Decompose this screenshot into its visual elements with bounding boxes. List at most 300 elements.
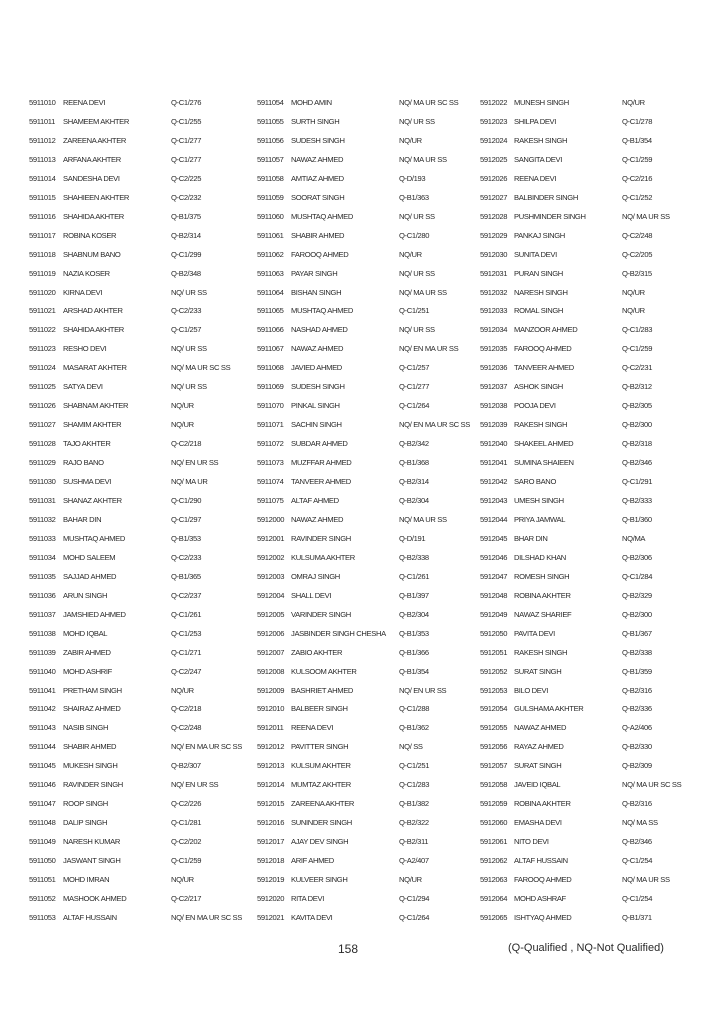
result-row <box>257 643 479 662</box>
result-row <box>29 226 251 245</box>
roll-number: 5911048 <box>29 818 56 828</box>
result-status: NQ/UR <box>171 875 194 885</box>
candidate-name: MOHD IMRAN <box>63 875 110 885</box>
roll-number: 5912037 <box>480 382 508 392</box>
roll-number: 5912064 <box>480 894 508 903</box>
candidate-name: SANGITA DEVI <box>514 154 562 164</box>
roll-number: 5911013 <box>29 154 56 164</box>
result-row <box>257 377 479 396</box>
candidate-name: JAVIED AHMED <box>291 363 342 373</box>
result-row <box>480 662 692 681</box>
result-status: NQ/UR <box>171 685 194 695</box>
roll-number: 5911051 <box>29 875 56 885</box>
roll-number: 5911055 <box>257 116 284 126</box>
result-row <box>480 93 692 112</box>
roll-number: 5911024 <box>29 363 56 373</box>
result-row <box>257 396 479 415</box>
roll-number: 5911069 <box>257 382 284 392</box>
candidate-name: SURTH SINGH <box>291 116 340 126</box>
roll-number: 5911030 <box>29 477 56 487</box>
roll-number: 5911036 <box>29 590 56 600</box>
result-row <box>257 358 479 377</box>
result-row <box>257 624 479 643</box>
candidate-name: SOORAT SINGH <box>291 192 345 202</box>
roll-number: 5911066 <box>257 325 284 335</box>
candidate-name: MUMTAZ AKHTER <box>291 780 351 790</box>
result-status: NQ/ EN UR SS <box>171 458 219 468</box>
result-status: NQ/ EN MA UR SC SS <box>171 742 242 752</box>
result-status: NQ/ UR SS <box>171 344 207 354</box>
result-row <box>29 586 251 605</box>
result-row <box>29 681 251 700</box>
roll-number: 5912040 <box>480 439 508 449</box>
result-status: Q-C1/297 <box>171 514 202 524</box>
roll-number: 5911023 <box>29 344 56 354</box>
result-status: Q-C1/291 <box>622 477 653 487</box>
result-row <box>257 339 479 358</box>
candidate-name: ROOP SINGH <box>63 799 108 809</box>
result-status: NQ/ EN MA UR SS <box>399 344 459 354</box>
result-status: Q-A2/407 <box>399 856 429 866</box>
result-row <box>257 851 479 870</box>
result-status: Q-B2/346 <box>622 458 652 468</box>
roll-number: 5912058 <box>480 780 508 790</box>
candidate-name: SHAHIDA AKHTER <box>63 325 124 335</box>
result-status: NQ/ UR SS <box>399 325 435 335</box>
result-row <box>257 188 479 207</box>
candidate-name: KIRNA DEVI <box>63 287 103 297</box>
result-status: Q-C1/261 <box>171 609 202 619</box>
result-status: NQ/UR <box>622 306 645 316</box>
result-status: Q-C1/261 <box>399 571 430 581</box>
candidate-name: ROBINA AKHTER <box>514 590 571 600</box>
result-row <box>480 851 692 870</box>
candidate-name: PUSHMINDER SINGH <box>514 211 586 221</box>
result-row <box>257 112 479 131</box>
result-status: Q-C2/247 <box>171 666 202 676</box>
roll-number: 5912061 <box>480 837 508 847</box>
result-row <box>29 510 251 529</box>
result-status: Q-B1/363 <box>399 192 429 202</box>
candidate-name: SHALL DEVI <box>291 590 332 600</box>
candidate-name: REENA DEVI <box>291 723 334 733</box>
candidate-name: SATYA DEVI <box>63 382 103 392</box>
candidate-name: BASHRIET AHMED <box>291 685 354 695</box>
roll-number: 5912060 <box>480 818 508 828</box>
result-row <box>480 567 692 586</box>
candidate-name: EMASHA DEVI <box>514 818 562 828</box>
result-status: Q-C1/251 <box>399 761 430 771</box>
result-status: Q-B2/311 <box>399 837 429 847</box>
result-status: Q-B1/371 <box>622 912 652 922</box>
candidate-name: BALBEER SINGH <box>291 704 348 714</box>
result-status: NQ/ UR SS <box>399 116 435 126</box>
result-status: NQ/UR <box>399 135 422 145</box>
result-status: NQ/ EN MA UR SC SS <box>399 420 470 430</box>
candidate-name: KULSUMA AKHTER <box>291 552 355 562</box>
result-row <box>257 775 479 794</box>
roll-number: 5911043 <box>29 723 56 733</box>
result-row <box>257 207 479 226</box>
roll-number: 5912027 <box>480 192 508 202</box>
candidate-name: POOJA DEVI <box>514 401 556 411</box>
result-status: NQ/ EN UR SS <box>399 685 447 695</box>
candidate-name: AJAY DEV SINGH <box>291 837 349 847</box>
candidate-name: MOHD ASHRIF <box>63 666 112 676</box>
result-row <box>257 283 479 302</box>
candidate-name: SURAT SINGH <box>514 761 562 771</box>
result-row <box>480 889 692 908</box>
roll-number: 5911025 <box>29 382 56 392</box>
roll-number: 5911068 <box>257 363 284 373</box>
result-status: Q-C2/248 <box>171 723 202 733</box>
roll-number: 5911035 <box>29 571 56 581</box>
result-status: NQ/UR <box>171 420 194 430</box>
result-status: Q-B1/353 <box>171 533 201 543</box>
candidate-name: ZAREENA AKHTER <box>63 135 127 145</box>
result-status: Q-C1/264 <box>399 912 430 922</box>
result-status: Q-C1/278 <box>622 116 653 126</box>
candidate-name: SAJJAD AHMED <box>63 571 117 581</box>
result-row <box>480 491 692 510</box>
result-status: Q-C1/264 <box>399 401 430 411</box>
result-status: NQ/ MA UR SS <box>622 875 670 885</box>
candidate-name: ARFANA AKHTER <box>63 154 121 164</box>
result-row <box>257 889 479 908</box>
candidate-name: ASHOK SINGH <box>514 382 563 392</box>
roll-number: 5912026 <box>480 173 508 183</box>
result-row <box>480 605 692 624</box>
result-status: Q-B2/312 <box>622 382 652 392</box>
result-row <box>257 453 479 472</box>
roll-number: 5912000 <box>257 514 285 524</box>
roll-number: 5912030 <box>480 249 508 259</box>
candidate-name: SHABIR AHMED <box>63 742 117 752</box>
result-status: NQ/ MA UR SC SS <box>399 97 459 107</box>
candidate-name: PANKAJ SINGH <box>514 230 565 240</box>
result-status: Q-A2/406 <box>622 723 652 733</box>
result-status: Q-D/191 <box>399 533 426 543</box>
candidate-name: ZAREENA AKHTER <box>291 799 355 809</box>
result-row <box>29 453 251 472</box>
roll-number: 5912014 <box>257 780 285 790</box>
result-status: NQ/ UR SS <box>171 382 207 392</box>
candidate-name: MASARAT AKHTER <box>63 363 127 373</box>
roll-number: 5911034 <box>29 552 56 562</box>
result-status: Q-C1/277 <box>171 154 202 164</box>
result-status: Q-D/193 <box>399 173 426 183</box>
result-row <box>480 472 692 491</box>
result-status: Q-B1/353 <box>399 628 429 638</box>
candidate-name: AMTIAZ AHMED <box>291 173 344 183</box>
candidate-name: MOHD IQBAL <box>63 628 108 638</box>
candidate-name: SHABNUM BANO <box>63 249 121 259</box>
result-row <box>29 548 251 567</box>
candidate-name: RAKESH SINGH <box>514 647 568 657</box>
candidate-name: TANVEER AHMED <box>291 477 351 487</box>
roll-number: 5912020 <box>257 894 285 903</box>
roll-number: 5911015 <box>29 192 56 202</box>
result-row <box>29 301 251 320</box>
roll-number: 5912025 <box>480 154 508 164</box>
roll-number: 5911063 <box>257 268 284 278</box>
result-row <box>29 491 251 510</box>
roll-number: 5912013 <box>257 761 285 771</box>
result-row <box>29 245 251 264</box>
candidate-name: JASWANT SINGH <box>63 856 121 866</box>
candidate-name: ROBINA KOSER <box>63 230 117 240</box>
candidate-name: NAWAZ AHMED <box>291 154 344 164</box>
candidate-name: DILSHAD KHAN <box>514 552 566 562</box>
roll-number: 5911060 <box>257 211 284 221</box>
result-row <box>480 245 692 264</box>
result-status: Q-B2/315 <box>622 268 652 278</box>
candidate-name: MUSHTAQ AHMED <box>291 306 353 316</box>
candidate-name: PAVITA DEVI <box>514 628 555 638</box>
result-row <box>257 681 479 700</box>
result-row <box>29 718 251 737</box>
candidate-name: SUNINDER SINGH <box>291 818 352 828</box>
result-row <box>257 586 479 605</box>
roll-number: 5912055 <box>480 723 508 733</box>
result-status: NQ/ MA UR SS <box>399 514 447 524</box>
roll-number: 5911039 <box>29 647 56 657</box>
roll-number: 5911056 <box>257 135 284 145</box>
candidate-name: RESHO DEVI <box>63 344 107 354</box>
candidate-name: MOHD ASHRAF <box>514 894 566 903</box>
result-status: NQ/ EN UR SS <box>171 780 219 790</box>
result-status: Q-B1/366 <box>399 647 429 657</box>
roll-number: 5912044 <box>480 514 508 524</box>
candidate-name: SHAMEEM AKHTER <box>63 116 129 126</box>
result-row <box>29 737 251 756</box>
result-status: Q-C1/288 <box>399 704 430 714</box>
result-row <box>480 358 692 377</box>
result-status: NQ/UR <box>399 249 422 259</box>
result-row <box>257 548 479 567</box>
result-row <box>29 207 251 226</box>
result-status: Q-B2/307 <box>171 761 201 771</box>
candidate-name: FAROOQ AHMED <box>514 875 572 885</box>
result-row <box>480 283 692 302</box>
candidate-name: NITO DEVI <box>514 837 549 847</box>
result-row <box>480 169 692 188</box>
result-status: Q-B1/354 <box>399 666 429 676</box>
roll-number: 5912054 <box>480 704 508 714</box>
roll-number: 5912009 <box>257 685 285 695</box>
roll-number: 5912010 <box>257 704 285 714</box>
result-status: Q-C1/254 <box>622 856 653 866</box>
candidate-name: MOHD AMIN <box>291 97 332 107</box>
roll-number: 5911074 <box>257 477 284 487</box>
roll-number: 5911011 <box>29 116 55 126</box>
result-row <box>480 434 692 453</box>
result-row <box>29 377 251 396</box>
roll-number: 5912048 <box>480 590 508 600</box>
candidate-name: PRIYA JAMWAL <box>514 514 566 524</box>
candidate-name: NARESH KUMAR <box>63 837 120 847</box>
candidate-name: ROBINA AKHTER <box>514 799 571 809</box>
result-status: Q-C2/216 <box>622 173 653 183</box>
result-status: Q-C1/281 <box>171 818 202 828</box>
candidate-name: SHAHIEEN AKHTER <box>63 192 130 202</box>
candidate-name: ARSHAD AKHTER <box>63 306 123 316</box>
roll-number: 5911064 <box>257 287 284 297</box>
result-status: Q-B2/322 <box>399 818 429 828</box>
result-status: Q-B2/336 <box>622 704 652 714</box>
result-row <box>257 415 479 434</box>
result-row <box>29 870 251 889</box>
result-status: Q-C2/217 <box>171 894 202 903</box>
roll-number: 5911061 <box>257 230 284 240</box>
result-row <box>257 908 479 927</box>
result-row <box>480 112 692 131</box>
result-row <box>480 339 692 358</box>
result-status: Q-B2/338 <box>399 552 429 562</box>
roll-number: 5912016 <box>257 818 285 828</box>
result-status: Q-C1/280 <box>399 230 430 240</box>
result-status: Q-C2/231 <box>622 363 653 373</box>
roll-number: 5912031 <box>480 268 508 278</box>
roll-number: 5911045 <box>29 761 56 771</box>
result-status: NQ/ SS <box>399 742 423 752</box>
results-column-3 <box>480 93 692 927</box>
result-row <box>257 226 479 245</box>
result-row <box>480 832 692 851</box>
roll-number: 5911050 <box>29 856 56 866</box>
candidate-name: NARESH SINGH <box>514 287 568 297</box>
roll-number: 5911010 <box>29 97 56 107</box>
result-row <box>257 169 479 188</box>
roll-number: 5911037 <box>29 609 56 619</box>
roll-number: 5912050 <box>480 628 508 638</box>
result-status: Q-C2/232 <box>171 192 202 202</box>
candidate-name: ROMAL SINGH <box>514 306 564 316</box>
result-status: Q-B1/362 <box>399 723 429 733</box>
result-row <box>29 434 251 453</box>
roll-number: 5912051 <box>480 647 508 657</box>
result-status: Q-C2/237 <box>171 590 202 600</box>
candidate-name: ZABIR AHMED <box>63 647 111 657</box>
result-status: NQ/ MA UR SS <box>399 154 447 164</box>
result-row <box>29 93 251 112</box>
result-row <box>29 662 251 681</box>
result-status: Q-C1/283 <box>622 325 653 335</box>
candidate-name: RAKESH SINGH <box>514 420 568 430</box>
result-row <box>480 794 692 813</box>
roll-number: 5911018 <box>29 249 56 259</box>
result-row <box>29 415 251 434</box>
result-status: Q-C1/257 <box>171 325 202 335</box>
roll-number: 5911049 <box>29 837 56 847</box>
roll-number: 5911021 <box>29 306 56 316</box>
result-row <box>480 510 692 529</box>
result-row <box>257 472 479 491</box>
result-row <box>480 453 692 472</box>
candidate-name: ROMESH SINGH <box>514 571 570 581</box>
result-status: NQ/UR <box>399 875 422 885</box>
result-status: Q-B2/309 <box>622 761 652 771</box>
results-column-1 <box>29 93 251 927</box>
result-row <box>257 605 479 624</box>
roll-number: 5912018 <box>257 856 285 866</box>
roll-number: 5911073 <box>257 458 284 468</box>
result-row <box>480 681 692 700</box>
result-status: NQ/ MA UR SC SS <box>622 780 682 790</box>
result-status: Q-B2/305 <box>622 401 652 411</box>
result-status: Q-C1/294 <box>399 894 430 903</box>
candidate-name: MUSHTAQ AHMED <box>291 211 353 221</box>
result-status: NQ/ UR SS <box>399 268 435 278</box>
roll-number: 5911033 <box>29 533 56 543</box>
result-status: NQ/ MA UR SS <box>399 287 447 297</box>
candidate-name: SUBDAR AHMED <box>291 439 348 449</box>
result-row <box>29 775 251 794</box>
candidate-name: SARO BANO <box>514 477 557 487</box>
candidate-name: SHANAZ AKHTER <box>63 495 122 505</box>
result-row <box>29 643 251 662</box>
roll-number: 5912015 <box>257 799 285 809</box>
candidate-name: NAWAZ AHMED <box>291 344 344 354</box>
result-status: Q-B2/304 <box>399 495 429 505</box>
roll-number: 5912057 <box>480 761 508 771</box>
candidate-name: SUMINA SHAIEEN <box>514 458 574 468</box>
result-row <box>480 226 692 245</box>
result-status: Q-B1/359 <box>622 666 652 676</box>
roll-number: 5912039 <box>480 420 508 430</box>
roll-number: 5912005 <box>257 609 285 619</box>
result-row <box>257 756 479 775</box>
result-row <box>480 643 692 662</box>
result-row <box>257 264 479 283</box>
candidate-name: KULVEER SINGH <box>291 875 348 885</box>
candidate-name: SHAIRAZ AHMED <box>63 704 121 714</box>
result-row <box>29 813 251 832</box>
result-status: Q-C1/254 <box>622 894 653 903</box>
result-status: Q-C1/259 <box>622 154 653 164</box>
page-number: 158 <box>338 942 359 956</box>
candidate-name: NASHAD AHMED <box>291 325 348 335</box>
roll-number: 5912024 <box>480 135 508 145</box>
candidate-name: MUKESH SINGH <box>63 761 118 771</box>
result-status: Q-B1/365 <box>171 571 201 581</box>
result-row <box>480 718 692 737</box>
roll-number: 5912002 <box>257 552 285 562</box>
candidate-name: KULSUM AKHTER <box>291 761 351 771</box>
result-row <box>480 586 692 605</box>
result-status: Q-B1/397 <box>399 590 429 600</box>
result-row <box>29 169 251 188</box>
result-row <box>29 396 251 415</box>
candidate-name: REENA DEVI <box>514 173 557 183</box>
roll-number: 5912017 <box>257 837 285 847</box>
roll-number: 5912022 <box>480 97 508 107</box>
roll-number: 5912045 <box>480 533 508 543</box>
roll-number: 5911054 <box>257 97 284 107</box>
result-row <box>480 908 692 927</box>
roll-number: 5911020 <box>29 287 56 297</box>
candidate-name: TANVEER AHMED <box>514 363 574 373</box>
result-status: Q-C1/259 <box>622 344 653 354</box>
result-row <box>257 718 479 737</box>
roll-number: 5912036 <box>480 363 508 373</box>
result-row <box>29 320 251 339</box>
roll-number: 5911046 <box>29 780 56 790</box>
result-status: NQ/ MA UR SS <box>622 211 670 221</box>
candidate-name: FAROOQ AHMED <box>514 344 572 354</box>
candidate-name: RAYAZ AHMED <box>514 742 564 752</box>
candidate-name: KULSOOM AKHTER <box>291 666 357 676</box>
